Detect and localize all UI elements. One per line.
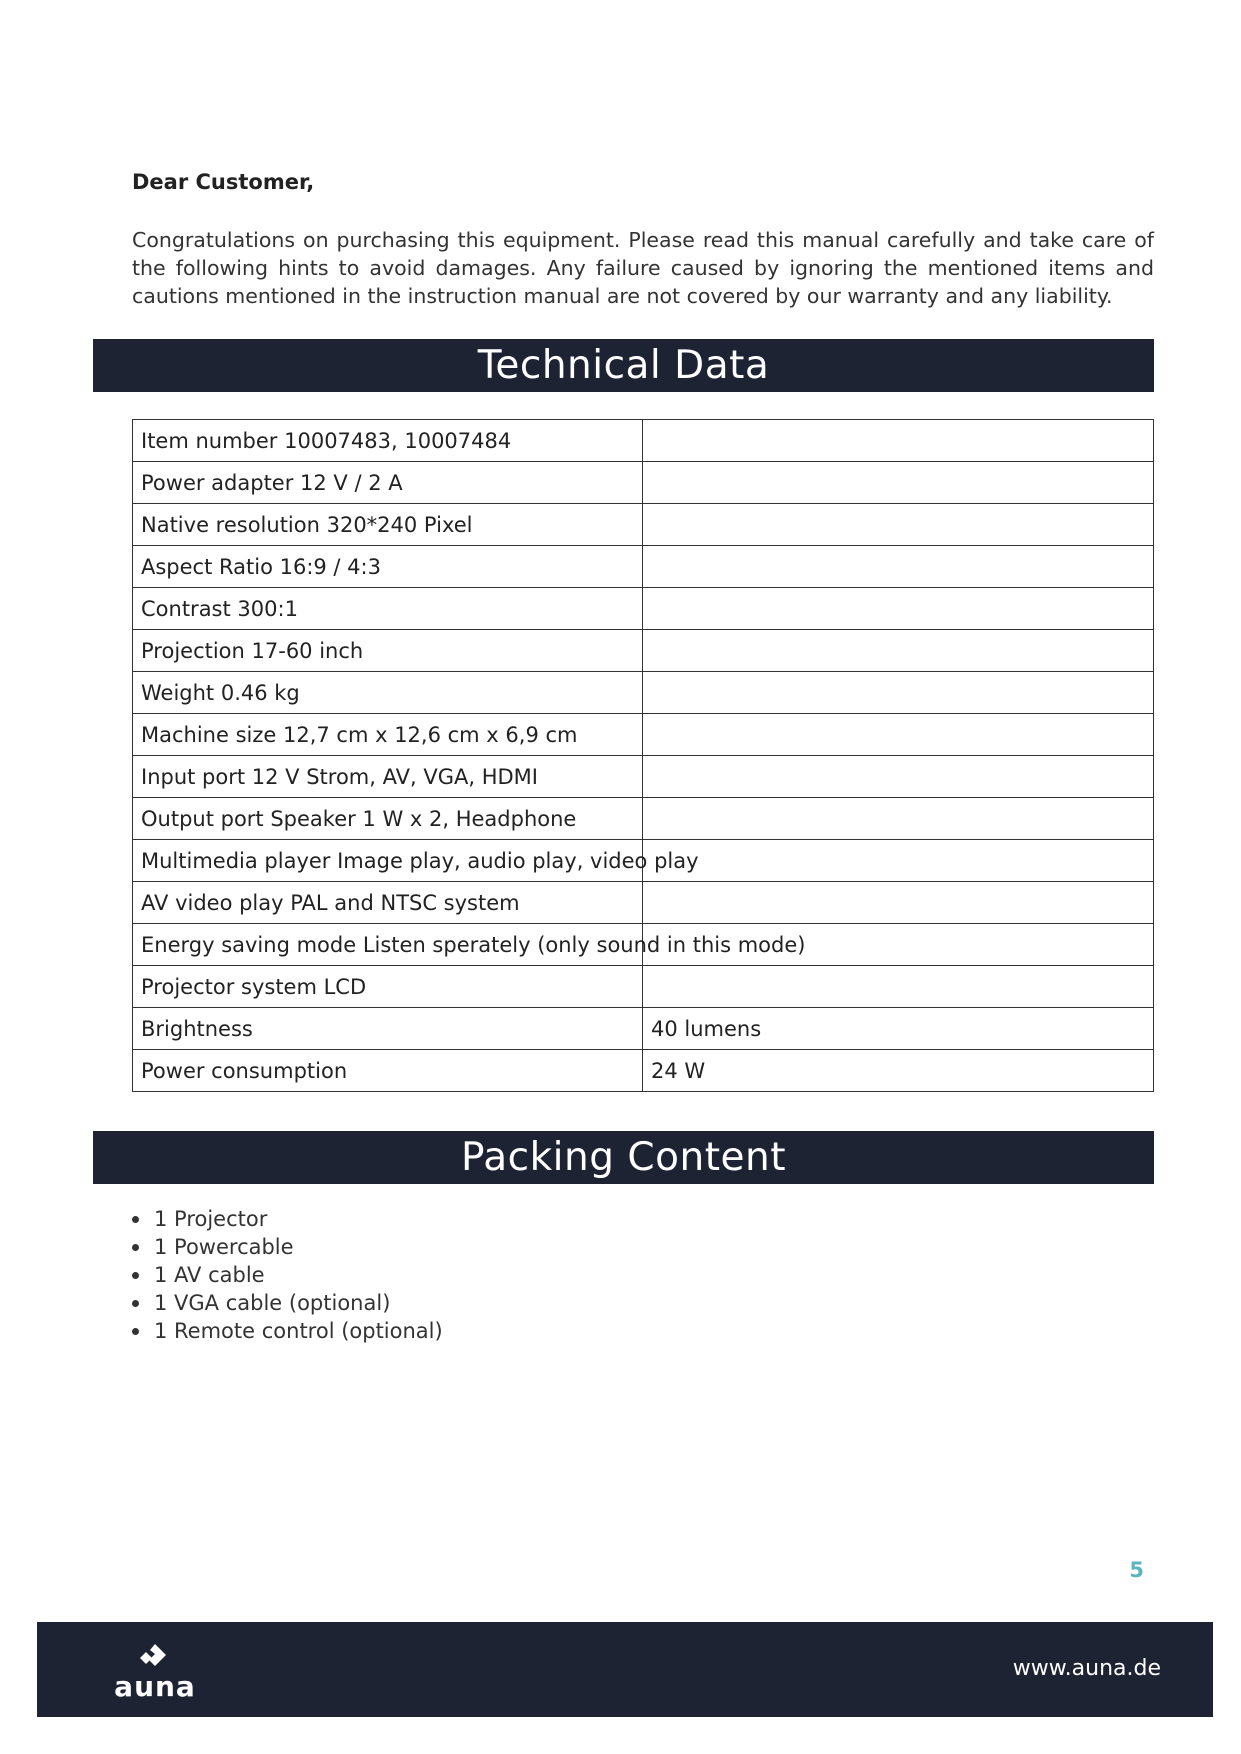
table-row <box>133 714 1154 756</box>
table-row <box>133 756 1154 798</box>
list-item: 1 Projector <box>128 1205 443 1233</box>
list-item: 1 Powercable <box>128 1233 443 1261</box>
spec-label: Item number 10007483, 10007484 <box>133 420 643 462</box>
spec-label: Multimedia player Image play, audio play, video play <box>133 840 643 882</box>
spec-value <box>643 420 1154 462</box>
packing-content-heading: Packing Content <box>93 1131 1154 1184</box>
spec-label: Weight 0.46 kg <box>133 672 643 714</box>
spec-value: 24 W <box>643 1050 1154 1092</box>
table-row <box>133 546 1154 588</box>
technical-data-heading: Technical Data <box>93 339 1154 392</box>
table-row <box>133 882 1154 924</box>
spec-label: Brightness <box>133 1008 643 1050</box>
table-row <box>133 504 1154 546</box>
logo-wordmark: auna <box>114 1670 196 1703</box>
spec-value <box>643 966 1154 1008</box>
website-link[interactable]: www.auna.de <box>1012 1656 1161 1681</box>
spec-label: Energy saving mode Listen sperately (only sound in this mode) <box>133 924 643 966</box>
table-row <box>133 798 1154 840</box>
packing-list <box>128 1205 443 1345</box>
greeting: Dear Customer, <box>132 170 315 194</box>
spec-label: Contrast 300:1 <box>133 588 643 630</box>
spec-label: Projection 17-60 inch <box>133 630 643 672</box>
spec-value: 40 lumens <box>643 1008 1154 1050</box>
spec-label: Aspect Ratio 16:9 / 4:3 <box>133 546 643 588</box>
spec-value <box>643 462 1154 504</box>
table-row <box>133 1008 1154 1050</box>
page-number: 5 <box>1129 1558 1144 1582</box>
spec-label: Projector system LCD <box>133 966 643 1008</box>
list-item: 1 AV cable <box>128 1261 443 1289</box>
spec-value <box>643 882 1154 924</box>
spec-value <box>643 798 1154 840</box>
spec-label: Input port 12 V Strom, AV, VGA, HDMI <box>133 756 643 798</box>
table-row <box>133 1050 1154 1092</box>
table-row <box>133 966 1154 1008</box>
auna-logo <box>100 1642 210 1702</box>
spec-label: Power adapter 12 V / 2 A <box>133 462 643 504</box>
table-row <box>133 672 1154 714</box>
table-row <box>133 840 1154 882</box>
spec-label: Machine size 12,7 cm x 12,6 cm x 6,9 cm <box>133 714 643 756</box>
table-row <box>133 630 1154 672</box>
spec-label: Power consumption <box>133 1050 643 1092</box>
spec-label: Output port Speaker 1 W x 2, Headphone <box>133 798 643 840</box>
table-row <box>133 588 1154 630</box>
spec-value <box>643 840 1154 882</box>
table-row <box>133 924 1154 966</box>
list-item: 1 Remote control (optional) <box>128 1317 443 1345</box>
footer-bar <box>37 1622 1213 1717</box>
spec-value <box>643 630 1154 672</box>
intro-paragraph: Congratulations on purchasing this equipment. Please read this manual carefully and take care of the following hints to avoid damages. Any failure caused by ignoring the mentioned items and cautions mentioned in the instruction manual are not covered by our warranty and any liability. <box>132 228 1154 308</box>
table-row <box>133 462 1154 504</box>
spec-value <box>643 714 1154 756</box>
spec-label: Native resolution 320*240 Pixel <box>133 504 643 546</box>
spec-value <box>643 588 1154 630</box>
spec-value <box>643 504 1154 546</box>
technical-data-table <box>132 419 1154 1092</box>
table-row <box>133 420 1154 462</box>
list-item: 1 VGA cable (optional) <box>128 1289 443 1317</box>
spec-label: AV video play PAL and NTSC system <box>133 882 643 924</box>
spec-value <box>643 756 1154 798</box>
spec-value <box>643 672 1154 714</box>
spec-value <box>643 546 1154 588</box>
